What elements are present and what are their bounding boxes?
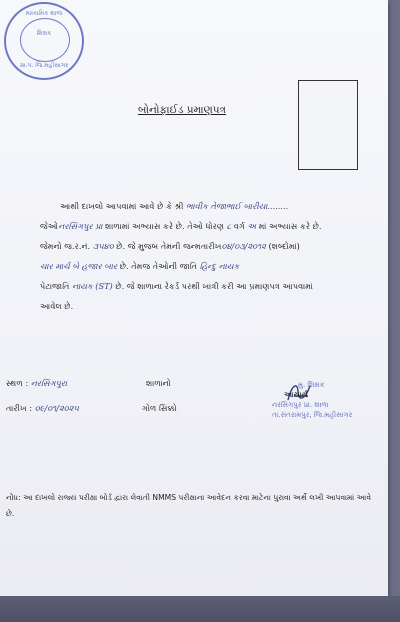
certificate-body (40, 196, 384, 316)
principal-sign-stamp (272, 380, 372, 424)
stamp-top-text: માધ્યમિક શાળા (25, 10, 63, 17)
place-value: નરસિંગપુરા (30, 378, 68, 388)
birth-date-words: ચાર માર્ચ બે હજાર બાર (40, 261, 118, 271)
subcaste-value: નાયક (ST) (72, 281, 113, 291)
line2-mid2: વર્ગ (233, 221, 245, 231)
standard-value: ૮ (226, 221, 232, 231)
photo-box (298, 80, 358, 170)
school-seal-label: શાળાનો (146, 378, 171, 388)
line3-prefix: જેમનો જ.ર.નં. (40, 241, 91, 251)
date-label: તારીખ : (6, 403, 33, 413)
line2-suffix: માં અભ્યાસ કરે છે. (258, 221, 322, 231)
register-number: ૩૫૪૦ (92, 241, 114, 251)
stamp-bottom-text: ગ્રા.પં. જિ.મહીસાગર (19, 62, 69, 69)
sign-line2: નરસિંગપુર પ્રા. શાળા (272, 401, 329, 409)
line2-prefix: જેઓ (40, 221, 59, 231)
place-label: સ્થળ : (6, 378, 29, 388)
school-name: નરસિંગપુર પ્રા (58, 221, 103, 231)
line3-mid: છે. જે મુજબ તેમની જન્મતારીખ (116, 241, 222, 251)
birth-date: ૦૪/૦૩/૨૦૧૨ (221, 241, 266, 251)
line1-dots: ........ (267, 201, 289, 211)
school-round-stamp (4, 2, 84, 80)
footnote: નોંધ: આ દાખલો રાજ્ય પરીક્ષા બોર્ડ દ્વારા લેવાતી NMMS પરીક્ષાના આવેદન કરવા માટેના પુરાવા અર્થે લખી આપવામાં આવે છે. (6, 493, 372, 518)
line3-suffix: (શબ્દોમાં) (268, 241, 300, 251)
line1-prefix: આથી દાખલો આપવામાં આવે છે કે શ્રી (60, 201, 184, 211)
line6-text: આવેલ છે. (40, 301, 74, 311)
sign-line3: તા.સંતરામપુર, જિ.મહીસાગર (272, 411, 353, 419)
place-row (6, 378, 67, 389)
certificate-title: બોનોફાઈડ પ્રમાણપત્ર (138, 104, 227, 116)
class-value: અ (247, 221, 257, 231)
background-surface (0, 596, 400, 622)
line5-prefix: પેટાજાતિ (40, 281, 70, 291)
stamp-middle-text: શિક્ષક (36, 30, 52, 37)
line5-suffix: છે. જે શાળાના રેકર્ડ પરથી ખાત્રી કરી આ પ્રમાણપત્ર આપવામાં (115, 281, 314, 291)
line4-mid: છે. તેમજ તેઓની જાતિ (119, 261, 198, 271)
date-value: ૦૯/૦૧/૨૦૨૫ (34, 403, 79, 413)
date-row (6, 403, 79, 414)
student-name: ભાવીક તેજાભાઈ બારીયા (186, 201, 268, 211)
caste-value: હિન્દુ નાયક (199, 261, 240, 271)
line2-mid: શાળામાં અભ્યાસ કરે છે. તેઓ ધોરણ (105, 221, 224, 231)
sign-title: આચાર્ય (284, 390, 308, 399)
sign-line1: મુ. શિક્ષક (298, 381, 325, 389)
round-seal-label: ગોળ સિક્કો (142, 403, 177, 413)
